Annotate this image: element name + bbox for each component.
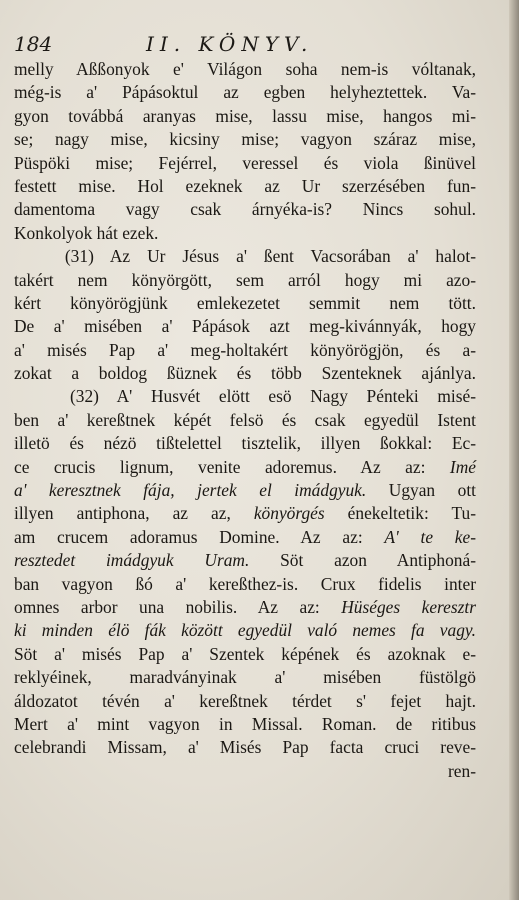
- text-line: ban vagyon ßó a' kereßthez-is. Crux fidelis inter: [14, 573, 476, 594]
- text-line: De a' misében a' Pápások azt meg-kivánnyák, hogy: [14, 316, 476, 337]
- text-line: Püspöki mise; Fejérrel, veressel és viola ßinüvel: [14, 152, 476, 173]
- text-line: áldozatot tévén a' kereßtnek térdet s' fejet hajt.: [14, 690, 476, 711]
- text-line: ki minden élö fák között egyedül való nemes fa vagy.: [14, 620, 476, 641]
- text-line: damentoma vagy csak árnyéka-is? Nincs sohul.: [14, 199, 476, 220]
- text-line: omnes arbor una nobilis. Az az: Hüséges keresztr: [14, 596, 477, 617]
- text-line: se; nagy mise, kicsiny mise; vagyon száraz mise,: [14, 129, 476, 150]
- text-line: festett mise. Hol ezeknek az Ur szerzésében fun-: [14, 175, 476, 196]
- text-line: takért nem könyörgött, sem arról hogy mi azo-: [14, 269, 476, 290]
- text-line: (32) A' Husvét elött esö Nagy Pénteki misé-: [69, 386, 477, 407]
- text-line: celebrandi Missam, a' Misés Pap facta cruci reve-: [14, 737, 476, 758]
- text-line: a' keresztnek fája, jertek el imádgyuk. Ugyan ott: [14, 480, 476, 501]
- page-gutter-shadow: [509, 0, 519, 900]
- text-line: illetö és nézö tißtelettel tisztelik, illyen ßokkal: Ec-: [14, 433, 476, 454]
- text-line: am crucem adoramus Domine. Az az: A' te ke-: [14, 526, 476, 547]
- text-line: reklyéinek, maradványinak a' misében füstölgö: [14, 667, 476, 688]
- text-line: (31) Az Ur Jésus a' ßent Vacsorában a' halot-: [64, 246, 476, 267]
- text-line: resztedet imádgyuk Uram. Söt azon Antiphoná-: [14, 550, 476, 571]
- text-line: Konkolyok hát ezek.: [14, 222, 159, 243]
- text-line: a' misés Pap a' meg-holtakért könyörögjön, és a-: [14, 339, 476, 360]
- page-number: 184: [14, 32, 53, 56]
- text-line: ce crucis lignum, venite adoremus. Az az: Imé: [14, 456, 476, 477]
- text-line: kért könyörögjünk emlekezetet semmit nem tött.: [14, 292, 476, 313]
- text-line: ben a' kereßtnek képét felsö és csak egyedül Istent: [14, 409, 476, 430]
- text-line: melly Aßßonyok e' Világon soha nem-is vóltanak,: [14, 59, 476, 79]
- running-head: II. KÖNYV.: [146, 32, 314, 56]
- text-line: Mert a' mint vagyon in Missal. Roman. de ritibus: [14, 713, 476, 734]
- text-line: Söt a' misés Pap a' Szentek képének és azoknak e-: [14, 643, 476, 664]
- page-header: [14, 30, 504, 60]
- text-line: gyon továbbá aranyas mise, lassu mise, hangos mi-: [14, 105, 476, 126]
- text-line: zokat a boldog ßüznek és több Szenteknek ajánlya.: [14, 363, 476, 384]
- catchword: ren-: [448, 760, 476, 781]
- body-text: [14, 58, 476, 783]
- text-line: még-is a' Pápásoktul az egben helyheztettek. Va-: [14, 82, 476, 103]
- text-line: illyen antiphona, az az, könyörgés énekeltetik: Tu-: [14, 503, 476, 524]
